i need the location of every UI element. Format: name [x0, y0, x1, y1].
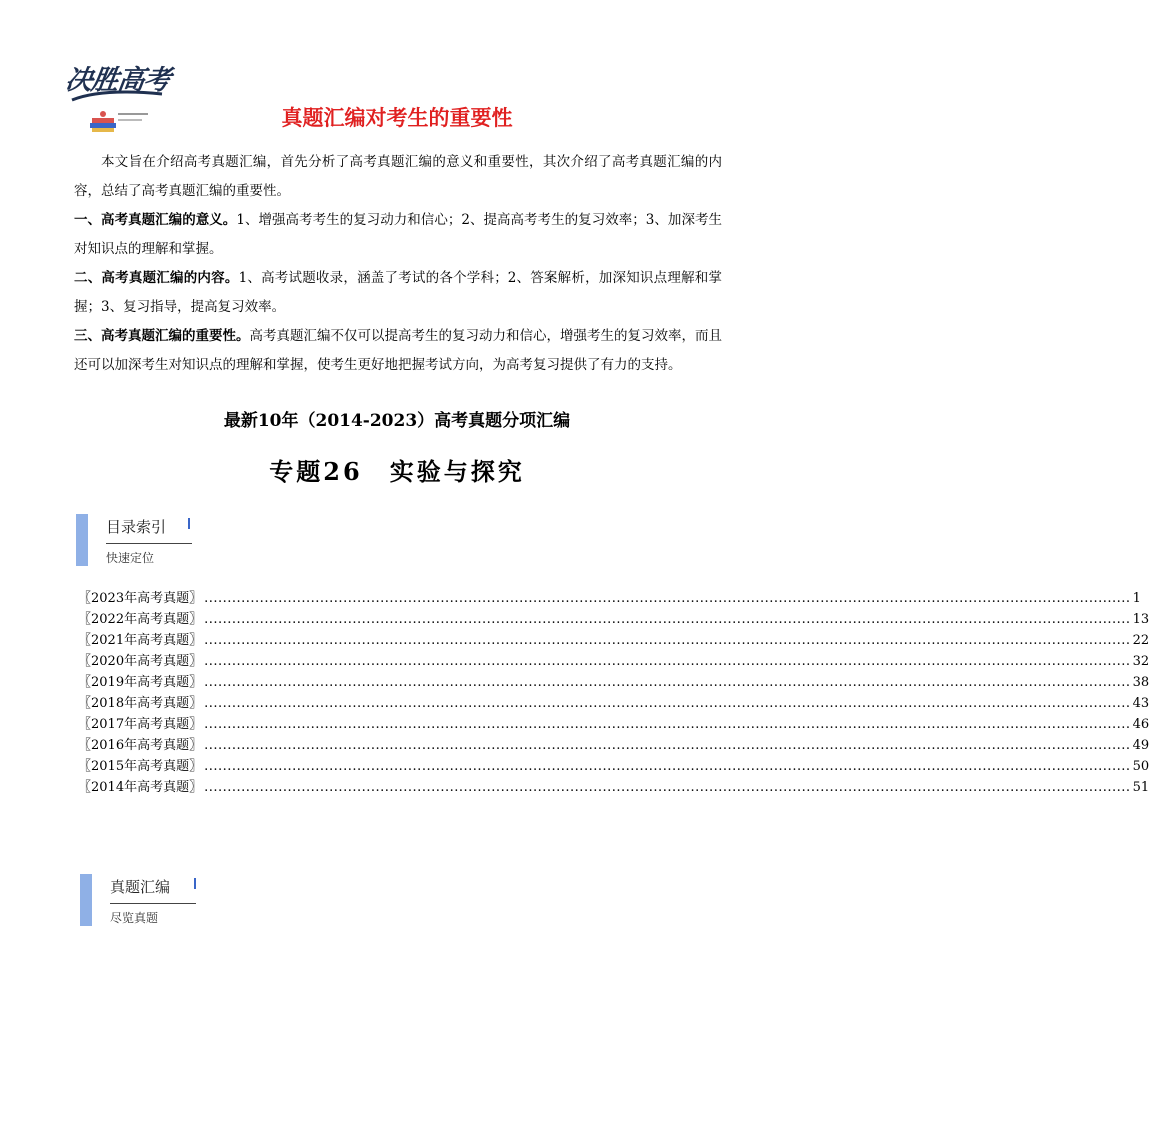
toc-entry-page: 32 [1132, 654, 1149, 669]
section-accent-bar [76, 514, 88, 566]
toc-entry[interactable] [78, 755, 1149, 776]
section-accent-bar [80, 874, 92, 926]
toc-entry[interactable] [78, 776, 1149, 797]
topic-title: 专题26 实验与探究 [269, 457, 525, 486]
intro-point-1-body: 1、增强高考考生的复习动力和信心；2、提高高考考生的复习效率；3、加深考生对知识点的理解和掌握。 [74, 212, 722, 257]
toc-entry[interactable] [78, 692, 1149, 713]
toc-entry[interactable] [78, 587, 1141, 608]
toc-entry[interactable] [78, 734, 1149, 755]
toc-entry-page: 51 [1132, 780, 1149, 795]
intro-paragraph: 本文旨在介绍高考真题汇编，首先分析了高考真题汇编的意义和重要性，其次介绍了高考真题汇编的内容，总结了高考真题汇编的重要性。 [74, 154, 722, 199]
toc-entry-label: 〖2018年高考真题〗 [78, 696, 203, 711]
toc-entry-label: 〖2019年高考真题〗 [78, 675, 203, 690]
toc-leader-dots: ........................................................................................................................................................................................................ [204, 591, 1131, 606]
toc-entry-label: 〖2021年高考真题〗 [78, 633, 203, 648]
exam-section-header [80, 874, 280, 934]
toc-entry-label: 〖2022年高考真题〗 [78, 612, 203, 627]
heading-cursor-mark [188, 518, 190, 529]
intro-point-2 [74, 264, 722, 322]
toc-entry[interactable] [78, 629, 1149, 650]
toc-heading: 目录索引 [106, 518, 167, 536]
intro-point-2-body: 1、高考试题收录，涵盖了考试的各个学科；2、答案解析，加深知识点理解和掌握；3、复习指导，提高复习效率。 [74, 270, 722, 315]
toc-entry-label: 〖2017年高考真题〗 [78, 717, 203, 732]
exam-subheading: 尽览真题 [110, 911, 159, 925]
intro-text [74, 148, 722, 380]
toc-entry-page: 22 [1132, 633, 1149, 648]
toc-subheading: 快速定位 [106, 551, 155, 565]
toc-entry-page: 38 [1132, 675, 1149, 690]
toc-leader-dots: ........................................................................................................................................................................................................ [204, 633, 1131, 648]
toc-leader-dots: ........................................................................................................................................................................................................ [204, 675, 1131, 690]
heading-cursor-mark [194, 878, 196, 889]
toc-leader-dots: ........................................................................................................................................................................................................ [204, 654, 1131, 669]
toc-entry-label: 〖2015年高考真题〗 [78, 759, 203, 774]
toc-entry-page: 50 [1132, 759, 1149, 774]
toc-section-header [76, 514, 276, 574]
toc-entry[interactable] [78, 650, 1149, 671]
toc-leader-dots: ........................................................................................................................................................................................................ [204, 759, 1131, 774]
brand-logo-text: 决胜高考 [63, 65, 172, 96]
intro-point-3-body: 高考真题汇编不仅可以提高考生的复习动力和信心，增强考生的复习效率，而且还可以加深考生对知识点的理解和掌握，使考生更好地把握考试方向，为高考复习提供了有力的支持。 [74, 328, 722, 373]
toc-entry-page: 49 [1132, 738, 1149, 753]
toc-entry[interactable] [78, 671, 1149, 692]
toc-leader-dots: ........................................................................................................................................................................................................ [204, 780, 1131, 795]
toc-entry-page: 1 [1132, 591, 1141, 606]
collection-subtitle: 最新10年（2014-2023）高考真题分项汇编 [223, 411, 571, 431]
toc-entry-label: 〖2016年高考真题〗 [78, 738, 203, 753]
toc-entry-label: 〖2023年高考真题〗 [78, 591, 203, 606]
toc-leader-dots: ........................................................................................................................................................................................................ [204, 717, 1131, 732]
intro-point-1 [74, 206, 722, 264]
toc-entry-page: 46 [1132, 717, 1149, 732]
intro-point-3-head: 三、高考真题汇编的重要性。 [74, 328, 250, 344]
section-rule [110, 903, 196, 904]
section-rule [106, 543, 192, 544]
exam-heading: 真题汇编 [110, 878, 171, 896]
toc-leader-dots: ........................................................................................................................................................................................................ [204, 696, 1131, 711]
intro-point-3 [74, 322, 722, 380]
toc-entry[interactable] [78, 713, 1149, 734]
toc-entry-page: 43 [1132, 696, 1149, 711]
toc-entry-page: 13 [1132, 612, 1149, 627]
intro-point-1-head: 一、高考真题汇编的意义。 [74, 212, 237, 228]
toc-entry-label: 〖2020年高考真题〗 [78, 654, 203, 669]
table-of-contents [78, 587, 1149, 797]
toc-entry-label: 〖2014年高考真题〗 [78, 780, 203, 795]
toc-entry[interactable] [78, 608, 1149, 629]
intro-point-2-head: 二、高考真题汇编的内容。 [74, 270, 239, 286]
toc-leader-dots: ........................................................................................................................................................................................................ [204, 612, 1131, 627]
toc-leader-dots: ........................................................................................................................................................................................................ [204, 738, 1131, 753]
page-title: 真题汇编对考生的重要性 [281, 106, 513, 130]
